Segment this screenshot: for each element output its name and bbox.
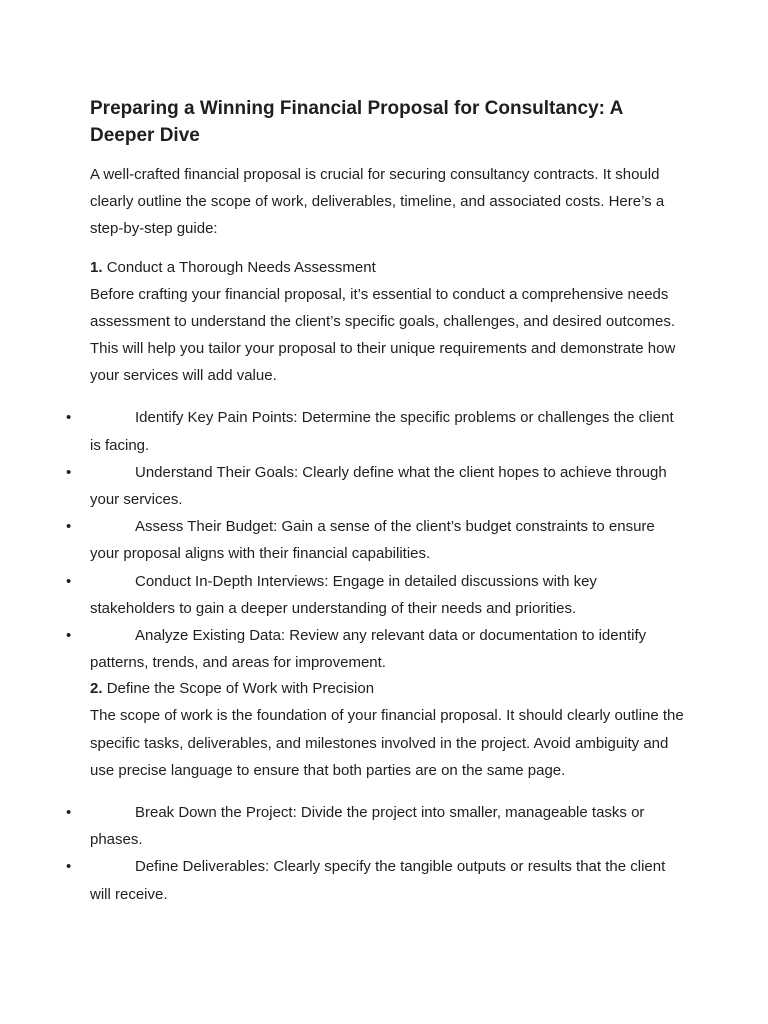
bullet-icon: • (66, 804, 72, 822)
document-page (66, 95, 685, 908)
list-item: • Break Down the Project: Divide the project into smaller, manageable tasks or phases. (90, 799, 685, 853)
list-item: • Define Deliverables: Clearly specify the tangible outputs or results that the client will receive. (90, 853, 685, 907)
list-item: • Conduct In-Depth Interviews: Engage in detailed discussions with key stakeholders to gain a deeper understanding of their needs and priorities. (90, 568, 685, 622)
bullet-icon: • (66, 518, 72, 536)
list-item: • Assess Their Budget: Gain a sense of the client’s budget constraints to ensure your proposal aligns with their financial capabilities. (90, 513, 685, 567)
bullet-icon: • (66, 409, 72, 427)
bullet-icon: • (66, 627, 72, 645)
section-title: Conduct a Thorough Needs Assessment (106, 258, 376, 276)
section-body: Before crafting your financial proposal, it’s essential to conduct a comprehensive needs assessment to understand the client’s specific goals, challenges, and desired outcomes. This will help you tailor your proposal to their unique requirements and demonstrate how your services will add value. (90, 285, 676, 385)
bullet-icon: • (66, 572, 72, 590)
section-body: The scope of work is the foundation of your financial proposal. It should clearly outline the specific tasks, deliverables, and milestones involved in the project. Avoid ambiguity and use precise language to ensure that both parties are on the same page. (90, 707, 684, 779)
list-item: • Understand Their Goals: Clearly define what the client hopes to achieve through your services. (90, 459, 685, 513)
bullet-icon: • (66, 463, 72, 481)
bullet-list (66, 799, 685, 908)
document-title: Preparing a Winning Financial Proposal for Consultancy: A Deeper Dive (90, 98, 623, 146)
intro-paragraph: A well-crafted financial proposal is crucial for securing consultancy contracts. It should clearly outline the scope of work, deliverables, timeline, and associated costs. Here’s a step-by-step guide: (90, 166, 665, 238)
section-2 (66, 676, 685, 907)
list-item: • Identify Key Pain Points: Determine the specific problems or challenges the client is facing. (90, 404, 685, 458)
section-number: 1. (90, 258, 103, 276)
bullet-list (66, 404, 685, 676)
bullet-icon: • (66, 858, 72, 876)
section-title: Define the Scope of Work with Precision (106, 680, 375, 698)
section-heading (90, 676, 685, 702)
section-1 (66, 255, 685, 677)
section-heading (90, 255, 685, 281)
list-item: • Analyze Existing Data: Review any relevant data or documentation to identify patterns, trends, and areas for improvement. (90, 622, 685, 676)
section-number: 2. (90, 680, 103, 698)
